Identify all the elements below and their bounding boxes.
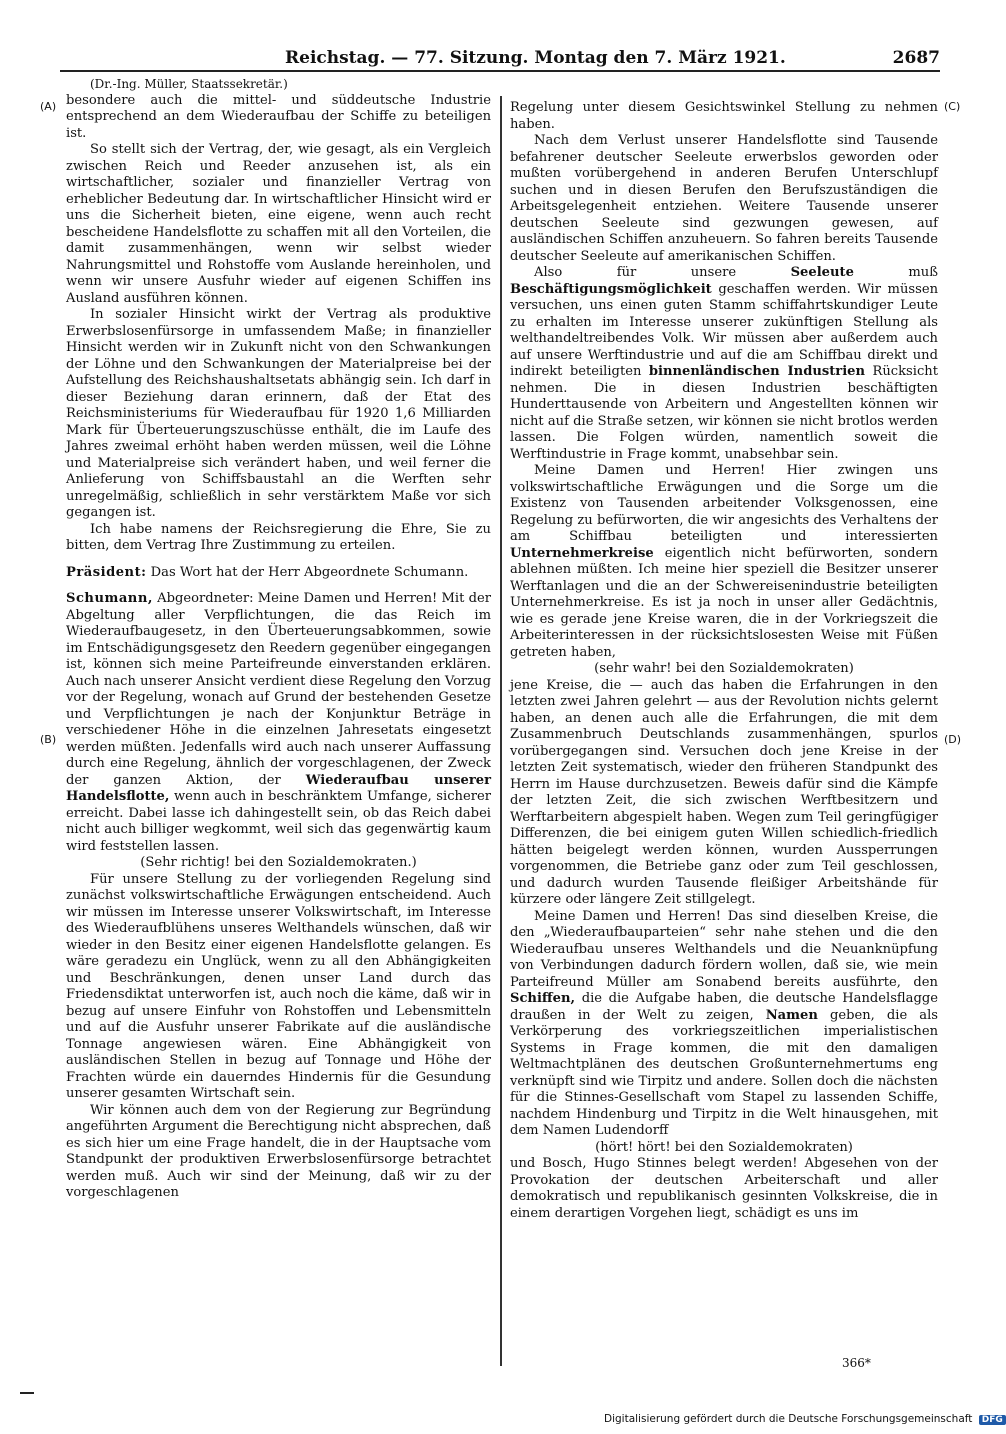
emphasis: Schiffen, (510, 991, 576, 1006)
right-column (510, 100, 938, 1222)
paragraph: besondere auch die mittel- und süddeutsche Industrie entsprechend an dem Wiederaufbau der Schiffe zu beteiligen ist. (66, 92, 491, 141)
speaker-label: Schumann, (66, 591, 153, 606)
emphasis: Namen (765, 1007, 818, 1023)
president-text: Das Wort hat der Herr Abgeordnete Schumann. (150, 564, 469, 580)
margin-dash (20, 1392, 34, 1394)
interjection: (Sehr richtig! bei den Sozialdemokraten.) (140, 855, 417, 870)
left-column (66, 76, 491, 1202)
paragraph (510, 909, 938, 1140)
speaker-text: Abgeordneter: Meine Damen und Herren! Mit der Abgeltung aller Verpflichtungen, die das Reich im Wiederaufbaugesetz, in den Überteuerungsabkommen, sowie im Entschädigungsgesetz den Reedern gegenüber eingegangen ist, können sich meine Parteifreunde einverstanden erklären. Auch nach unserer Ansicht verdient diese Regelung den Vorzug vor der Regelung, wonach auf Grund der bestehenden Gesetze und Verpflichtungen je nach der Konjunktur Beträge in verschiedener Höhe in die einzelnen Jahresetats eingesetzt werden müßten. Jedenfalls wird auch nach unserer Auffassung durch eine Regelung, ähnlich der vorgeschlagenen, der Zweck der ganzen Aktion, der (66, 591, 491, 788)
text: Also für unsere (534, 265, 737, 280)
text: eigentlich nicht befürworten, sondern ablehnen müßten. Ich meine hier speziell die Besitzer unserer Werftanlagen und die an der Schwereisenindustrie beteiligten Unternehmerkreise. Es ist ja noch in unser aller Gedächtnis, wie es gerade jene Kreise waren, die in der Vorkriegszeit die Arbeiterinteressen in der rücksichtslosesten Weise mit Füßen getreten haben, (510, 545, 938, 660)
president-statement (66, 565, 491, 582)
interjection: (hört! hört! bei den Sozialdemokraten) (595, 1139, 853, 1155)
text: geschaffen werden. Wir müssen versuchen, uns einen guten Stamm schiffahrtskundiger Leute zu erhalten im Interesse unserer zukünftigen Stellung als welthandeltreibendes Volk. Wir müssen aber außerdem auch auf unsere Werftindustrie und auf die am Schiffbau direkt und indirekt beteiligten (510, 281, 938, 379)
text: geben, die als Verkörperung des vorkriegszeitlichen imperialistischen Systems in Frage kommen, die mit den damaligen Weltmachtplänen des deutschen Großunternehmertums eng verknüpft sind wie Tirpitz und andere. Sollen doch die nächsten für die Stinnes-Gesellschaft vom Stapel zu lassenden Schiffe, nachdem Hindenburg und Tirpitz in die Welt hinausgehen, mit dem Namen Ludendorff (510, 1007, 938, 1138)
paragraph: und Bosch, Hugo Stinnes belegt werden! Abgesehen von der Provokation der deutschen Arbeiterschaft und aller demokratisch und republikanisch gesinnten Volkskreise, die in einem derartigen Vorgehen liegt, schädigt es uns im (510, 1156, 938, 1221)
header-title: Reichstag. — 77. Sitzung. Montag den 7. März 1921. (285, 48, 786, 68)
dfg-logo: DFG (979, 1415, 1006, 1425)
text: die die Aufgabe haben, die deutsche Handelsflagge draußen in der Welt zu zeigen, (510, 991, 938, 1023)
signature-mark: 366* (842, 1356, 871, 1370)
margin-mark-d: (D) (944, 733, 962, 746)
president-label: Präsident: (66, 564, 147, 580)
paragraph: In sozialer Hinsicht wirkt der Vertrag als produktive Erwerbslosenfürsorge in umfassendem Maße; in finanzieller Hinsicht werden wir in Zukunft nicht von den Schwankungen der Löhne und den Schwankungen der Materialpreise bei der Aufstellung des Reichshaushaltsetats abhängig sein. Ich darf in dieser Beziehung daran erinnern, daß der Etat des Reichsministeriums für Wiederaufbau für 1920 1,6 Milliarden Mark für Überteuerungszuschüsse enthält, die im Laufe des Jahres zweimal erhöht haben werden müssen, weil die Löhne und Materialpreise sich verändert haben, und weil ferner die Anlieferung von Schiffsbaustahl an die Werften sehr unregelmäßig, schließlich in sehr verstärktem Maße vor sich gegangen ist. (66, 307, 491, 520)
speaker-attribution: (Dr.-Ing. Müller, Staatssekretär.) (90, 77, 288, 91)
paragraph: Für unsere Stellung zu der vorliegenden Regelung sind zunächst volkswirtschaftliche Erwägungen entscheidend. Auch wir müssen im Interesse unserer Volkswirtschaft, im Interesse des Wiederaufblühens unseres Welthandels wünschen, daß wir wieder in den Besitz einer eigenen Handelsflotte gelangen. Es wäre geradezu ein Unglück, wenn zu all den Abhängigkeiten und Beschränkungen, denen unser Land durch das Friedensdiktat unterworfen ist, auch noch die käme, daß wir in bezug auf unsere Einfuhr von Rohstoffen und Lebensmitteln und auf die Ausfuhr unserer Fabrikate auf die ausländische Tonnage angewiesen wären. Eine Abhängigkeit von ausländischen Stellen in bezug auf Tonnage und Höhe der Frachten würde ein dauerndes Hindernis für die Gesundung unserer gesamten Wirtschaft sein. (66, 871, 491, 1101)
paragraph: jene Kreise, die — auch das haben die Erfahrungen in den letzten zwei Jahren gelehrt — aus der Revolution nichts gelernt haben, an denen auch alle die Erfahrungen, die mit dem Zusammenbruch Deutschlands zusammenhängen, spurlos vorübergegangen sind. Versuchen doch jene Kreise in der letzten Zeit systematisch, wieder den früheren Standpunkt des Herrn im Hause durchzusetzen. Beweis dafür sind die Kämpfe der letzten Zeit, die sich zwischen Werftbesitzern und Werftarbeitern abgespielt haben. Wegen zum Teil geringfügiger Differenzen, die bei einigem guten Willen schiedlich-friedlich hätten beigelegt werden können, wurden Aussperrungen vorgenommen, die Betriebe ganz oder zum Teil geschlossen, und dadurch wurden Tausende fleißiger Arbeitshände für kürzere oder längere Zeit stillgelegt. (510, 677, 938, 907)
text: muß (908, 265, 938, 280)
paragraph (510, 463, 938, 661)
margin-mark-c: (C) (944, 100, 961, 113)
text: Meine Damen und Herren! Das sind dieselben Kreise, die den „Wiederaufbauparteien“ sehr nahe stehen und die den Wiederaufbau unseres Welthandels und die Neuanknüpfung von Verbindungen dadurch fördern wollen, daß sie, wie mein Parteifreund Müller am Sonabend bereits ausführte, den (510, 908, 938, 990)
emphasis: Wiederaufbau unserer Handelsflotte, (66, 772, 491, 804)
margin-mark-a: (A) (40, 100, 57, 113)
emphasis: Seeleute (790, 265, 854, 280)
emphasis: Unternehmerkreise (510, 545, 654, 561)
paragraph: So stellt sich der Vertrag, der, wie gesagt, als ein Vergleich zwischen Reich und Reeder anzusehen ist, als ein wirtschaftlicher, sozialer und finanzieller Vertrag von erheblicher Bedeutung dar. In wirtschaftlicher Hinsicht wird er uns die Sicherheit bieten, eine eigene, wenn auch recht bescheidene Handelsflotte zu schaffen mit all den Vorteilen, die damit zusammenhängen, wenn wir selbst wieder Nahrungsmittel und Rohstoffe vom Auslande hereinholen, und wenn wir unsere Ausfuhr wieder auf eigenen Schiffen ins Ausland ausführen können. (66, 142, 491, 306)
paragraph: Wir können auch dem von der Regierung zur Begründung angeführten Argument die Berechtigung nicht absprechen, daß es sich hier um eine Frage handelt, die in der Hauptsache vom Standpunkt der produktiven Erwerbslosenfürsorge betrachtet werden muß. Auch wir sind der Meinung, daß wir zu der vorgeschlagenen (66, 1102, 491, 1200)
page-number: 2687 (892, 48, 940, 68)
paragraph (510, 265, 938, 463)
text: Rücksicht nehmen. Die in diesen Industrien beschäftigten Hunderttausende von Arbeitern und Angestellten können wir nicht auf die Straße setzen, wir können sie nicht brotlos werden lassen. Die Folgen würden, namentlich soweit die Werftindustrie in Frage kommt, unabsehbar sein. (510, 364, 938, 462)
paragraph: Regelung unter diesem Gesichtswinkel Stellung zu nehmen haben. (510, 100, 938, 132)
emphasis: binnenländischen Industrien (648, 364, 866, 379)
text: Meine Damen und Herren! Hier zwingen uns volkswirtschaftliche Erwägungen und die Sorge um die Existenz von Tausenden arbeitender Volksgenossen, eine Regelung zu befürworten, die wir angesichts des Verhaltens der am Schiffbau beteiligten und interessierten (510, 463, 938, 544)
interjection: (sehr wahr! bei den Sozialdemokraten) (594, 661, 854, 676)
emphasis: Beschäftigungsmöglichkeit (510, 281, 712, 297)
credit-text: Digitalisierung gefördert durch die Deutsche Forschungsgemeinschaft (604, 1413, 973, 1425)
page-header (60, 46, 940, 70)
margin-mark-b: (B) (40, 733, 57, 746)
header-rule (60, 70, 940, 72)
speaker-statement (66, 591, 491, 855)
speaker-text: wenn auch in beschränktem Umfange, sicherer erreicht. Dabei lasse ich dahingestellt sein, ob das Reich dabei nicht auch billiger wegkommt, weil sich das gegenwärtig kaum wird feststellen lassen. (66, 789, 491, 854)
column-divider (500, 96, 502, 1366)
paragraph: Nach dem Verlust unserer Handelsflotte sind Tausende befahrener deutscher Seeleute erwerbslos geworden oder mußten vorübergehend in anderen Berufen Unterschlupf suchen und in diesen Berufen den Berufszuständigen die Arbeitsgelegenheit entziehen. Weitere Tausende unserer deutschen Seeleute sind gezwungen gewesen, auf ausländischen Schiffen anzuheuern. So fahren bereits Tausende deutscher Seeleute auf amerikanischen Schiffen. (510, 133, 938, 264)
digitization-credit (604, 1413, 1006, 1425)
paragraph: Ich habe namens der Reichsregierung die Ehre, Sie zu bitten, dem Vertrag Ihre Zustimmung zu erteilen. (66, 521, 491, 553)
